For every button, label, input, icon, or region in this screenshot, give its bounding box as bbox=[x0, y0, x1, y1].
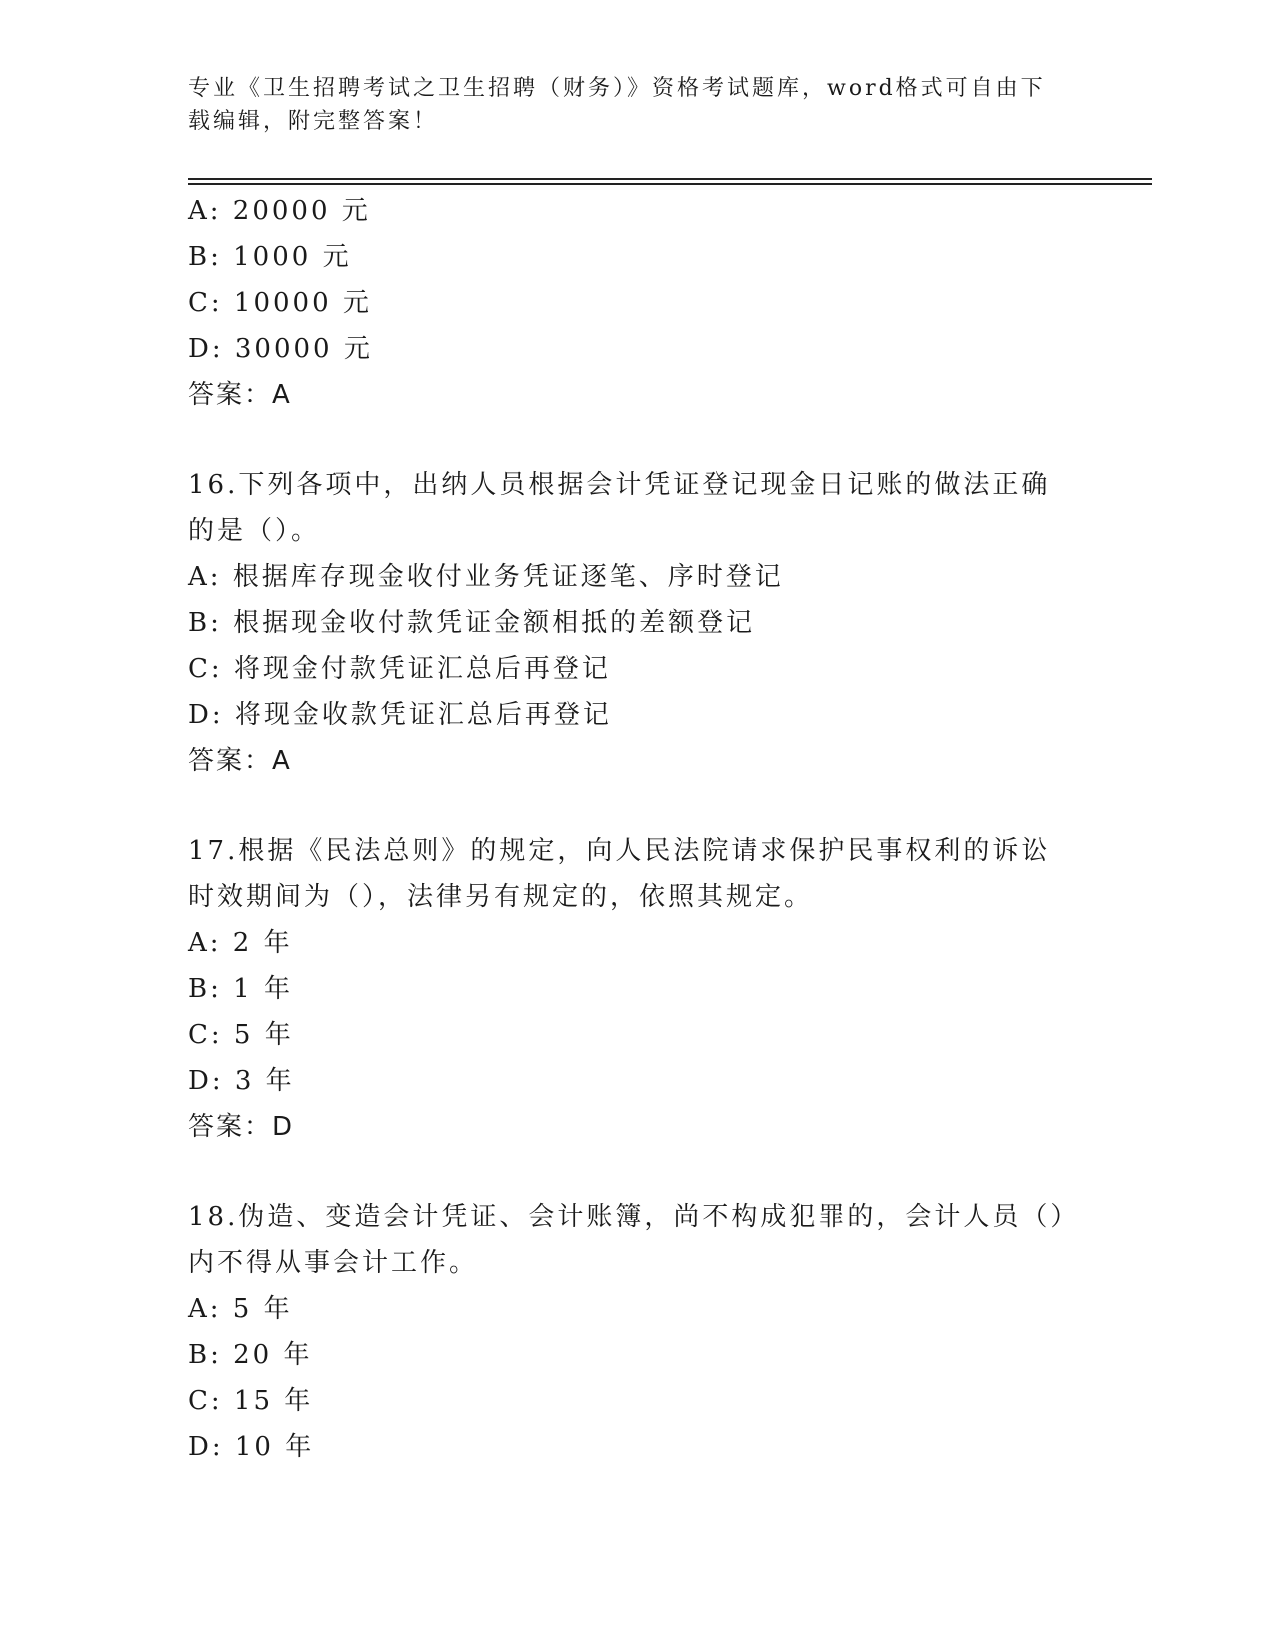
option-b: B: 20 年 bbox=[188, 1340, 313, 1370]
header-divider-bottom bbox=[188, 183, 1152, 185]
option-c: C: 5 年 bbox=[188, 1020, 294, 1050]
question-stem: 18.伪造、变造会计凭证、会计账簿，尚不构成犯罪的，会计人员（）内不得从事会计工作。 bbox=[188, 1202, 1067, 1278]
question-18 bbox=[188, 1194, 1088, 1470]
question-16 bbox=[188, 462, 1088, 784]
option-b: B: 1 年 bbox=[188, 974, 293, 1004]
option-a: A: 2 年 bbox=[188, 928, 293, 958]
option-d: D: 30000 元 bbox=[188, 334, 373, 364]
question-list bbox=[188, 188, 1088, 1470]
option-b: B: 1000 元 bbox=[188, 242, 352, 272]
option-b: B: 根据现金收付款凭证金额相抵的差额登记 bbox=[188, 608, 756, 638]
spacer bbox=[188, 418, 1088, 462]
answer: 答案：D bbox=[188, 1112, 295, 1142]
question-stem: 17.根据《民法总则》的规定，向人民法院请求保护民事权利的诉讼时效期间为（），法律另有规定的，依照其规定。 bbox=[188, 836, 1051, 912]
option-c: C: 15 年 bbox=[188, 1386, 314, 1416]
option-a: A: 根据库存现金收付业务凭证逐笔、序时登记 bbox=[188, 562, 784, 592]
header-divider-top bbox=[188, 178, 1152, 180]
document-header: 专业《卫生招聘考试之卫生招聘（财务）》资格考试题库，word格式可自由下载编辑，附完整答案！ bbox=[188, 76, 1046, 134]
spacer bbox=[188, 1150, 1088, 1194]
option-d: D: 将现金收款凭证汇总后再登记 bbox=[188, 700, 612, 730]
question-15 bbox=[188, 188, 1088, 418]
option-d: D: 3 年 bbox=[188, 1066, 295, 1096]
option-c: C: 将现金付款凭证汇总后再登记 bbox=[188, 654, 611, 684]
answer: 答案：A bbox=[188, 746, 292, 776]
option-c: C: 10000 元 bbox=[188, 288, 372, 318]
answer: 答案：A bbox=[188, 380, 292, 410]
option-a: A: 5 年 bbox=[188, 1294, 293, 1324]
question-17 bbox=[188, 828, 1088, 1150]
question-stem: 16.下列各项中，出纳人员根据会计凭证登记现金日记账的做法正确的是（）。 bbox=[188, 470, 1051, 546]
spacer bbox=[188, 784, 1088, 828]
option-d: D: 10 年 bbox=[188, 1432, 315, 1462]
option-a: A: 20000 元 bbox=[188, 196, 371, 226]
